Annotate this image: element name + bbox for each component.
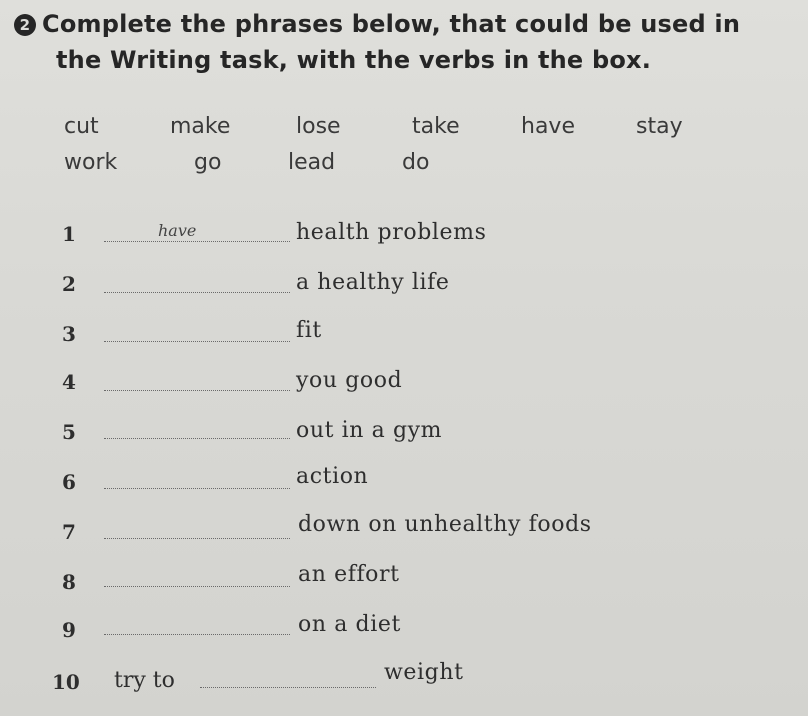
answer-blank[interactable] <box>104 292 290 293</box>
item-phrase: health problems <box>296 220 487 245</box>
instruction-line-1 <box>14 6 804 42</box>
verb-work: work <box>64 150 118 175</box>
instruction-text-1: Complete the phrases below, that could be used in <box>42 10 741 38</box>
verb-take: take <box>412 114 460 139</box>
item-number: 9 <box>62 618 76 642</box>
answer-blank[interactable] <box>104 438 290 439</box>
item-number: 3 <box>62 322 76 346</box>
answer-blank[interactable] <box>104 634 290 635</box>
item-phrase: an effort <box>298 562 400 587</box>
instruction-line-2: the Writing task, with the verbs in the box. <box>56 46 652 74</box>
item-phrase: action <box>296 464 369 489</box>
item-number: 10 <box>52 670 80 694</box>
answer-blank[interactable] <box>200 687 376 688</box>
item-number: 4 <box>62 370 76 394</box>
item-number: 6 <box>62 470 76 494</box>
item-phrase: fit <box>296 318 322 343</box>
answer-blank[interactable] <box>104 241 290 242</box>
answer-blank[interactable] <box>104 390 290 391</box>
verb-stay: stay <box>636 114 683 139</box>
verb-cut: cut <box>64 114 99 139</box>
item-phrase: on a diet <box>298 612 401 637</box>
item-number: 2 <box>62 272 76 296</box>
answer-blank[interactable] <box>104 538 290 539</box>
answer-blank[interactable] <box>104 488 290 489</box>
item-phrase: weight <box>384 660 464 685</box>
item-phrase: you good <box>296 368 403 393</box>
item-answer: have <box>158 221 197 240</box>
exercise-instruction <box>14 6 804 78</box>
item-number: 7 <box>62 520 76 544</box>
verb-go: go <box>194 150 222 175</box>
item-prefix: try to <box>114 668 175 693</box>
verb-make: make <box>170 114 231 139</box>
verb-lose: lose <box>296 114 341 139</box>
item-phrase: out in a gym <box>296 418 443 443</box>
verb-have: have <box>521 114 575 139</box>
item-phrase: down on unhealthy foods <box>298 512 592 537</box>
item-number: 1 <box>62 222 76 246</box>
exercise-number-badge: 2 <box>14 14 36 36</box>
item-phrase: a healthy life <box>296 270 450 295</box>
answer-blank[interactable] <box>104 341 290 342</box>
answer-blank[interactable] <box>104 586 290 587</box>
item-number: 5 <box>62 420 76 444</box>
verb-lead: lead <box>288 150 336 175</box>
item-number: 8 <box>62 570 76 594</box>
verb-do: do <box>402 150 430 175</box>
